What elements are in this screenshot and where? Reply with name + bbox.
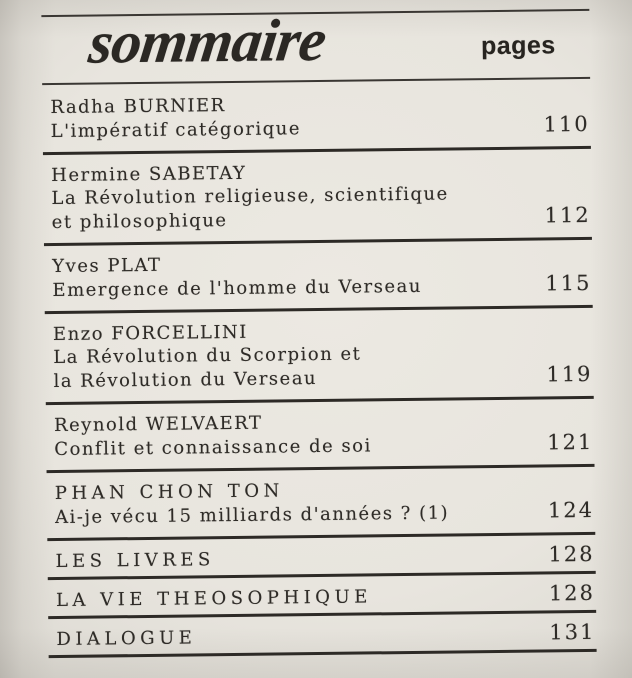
entry-title-line: La Révolution du Scorpion et bbox=[53, 343, 362, 369]
entry-page-number: 115 bbox=[545, 270, 592, 296]
entry-author: PHAN CHON TON bbox=[54, 480, 284, 505]
entry-page-number: 119 bbox=[546, 361, 593, 387]
toc-header bbox=[41, 6, 590, 85]
entry-page-number: 124 bbox=[547, 497, 595, 523]
entry-page-number: 110 bbox=[543, 111, 590, 137]
toc-section bbox=[47, 535, 595, 580]
section-label: LA VIE THEOSOPHIQUE bbox=[55, 586, 372, 611]
entry-author: Yves PLAT bbox=[52, 254, 162, 278]
toc-entry bbox=[45, 308, 594, 405]
toc-entry bbox=[47, 467, 596, 541]
entry-author: Enzo FORCELLINI bbox=[52, 321, 248, 346]
toc-entry bbox=[43, 149, 592, 246]
section-label: DIALOGUE bbox=[56, 627, 197, 650]
entry-title-line: la Révolution du Verseau bbox=[53, 368, 318, 393]
entry-title-line: Conflit et connaissance de soi bbox=[54, 435, 372, 461]
entry-title-line: La Révolution religieuse, scientifique bbox=[51, 183, 449, 210]
toc-section bbox=[48, 613, 596, 658]
entry-author: Radha BURNIER bbox=[50, 95, 226, 119]
entry-title-line: Emergence de l'homme du Verseau bbox=[52, 275, 422, 302]
section-label: LES LIVRES bbox=[55, 549, 215, 573]
section-page-number: 128 bbox=[548, 541, 595, 567]
pages-column-header: pages bbox=[480, 31, 556, 61]
toc-entry bbox=[42, 79, 591, 155]
entry-title-line: Ai-je vécu 15 milliards d'années ? (1) bbox=[54, 502, 450, 529]
section-page-number: 131 bbox=[549, 619, 596, 645]
entry-author: Hermine SABETAY bbox=[51, 162, 247, 187]
entry-title-line: et philosophique bbox=[51, 210, 228, 234]
toc-section bbox=[48, 574, 596, 619]
toc-entry bbox=[46, 399, 595, 473]
entry-author: Reynold WELVAERT bbox=[53, 412, 263, 437]
toc-page bbox=[41, 6, 596, 658]
entry-page-number: 121 bbox=[547, 429, 594, 455]
entry-page-number: 112 bbox=[544, 202, 591, 228]
entry-title-line: L'impératif catégorique bbox=[50, 118, 302, 143]
section-page-number: 128 bbox=[548, 580, 596, 606]
page-title: sommaire bbox=[85, 6, 330, 76]
toc-entry bbox=[44, 240, 593, 314]
